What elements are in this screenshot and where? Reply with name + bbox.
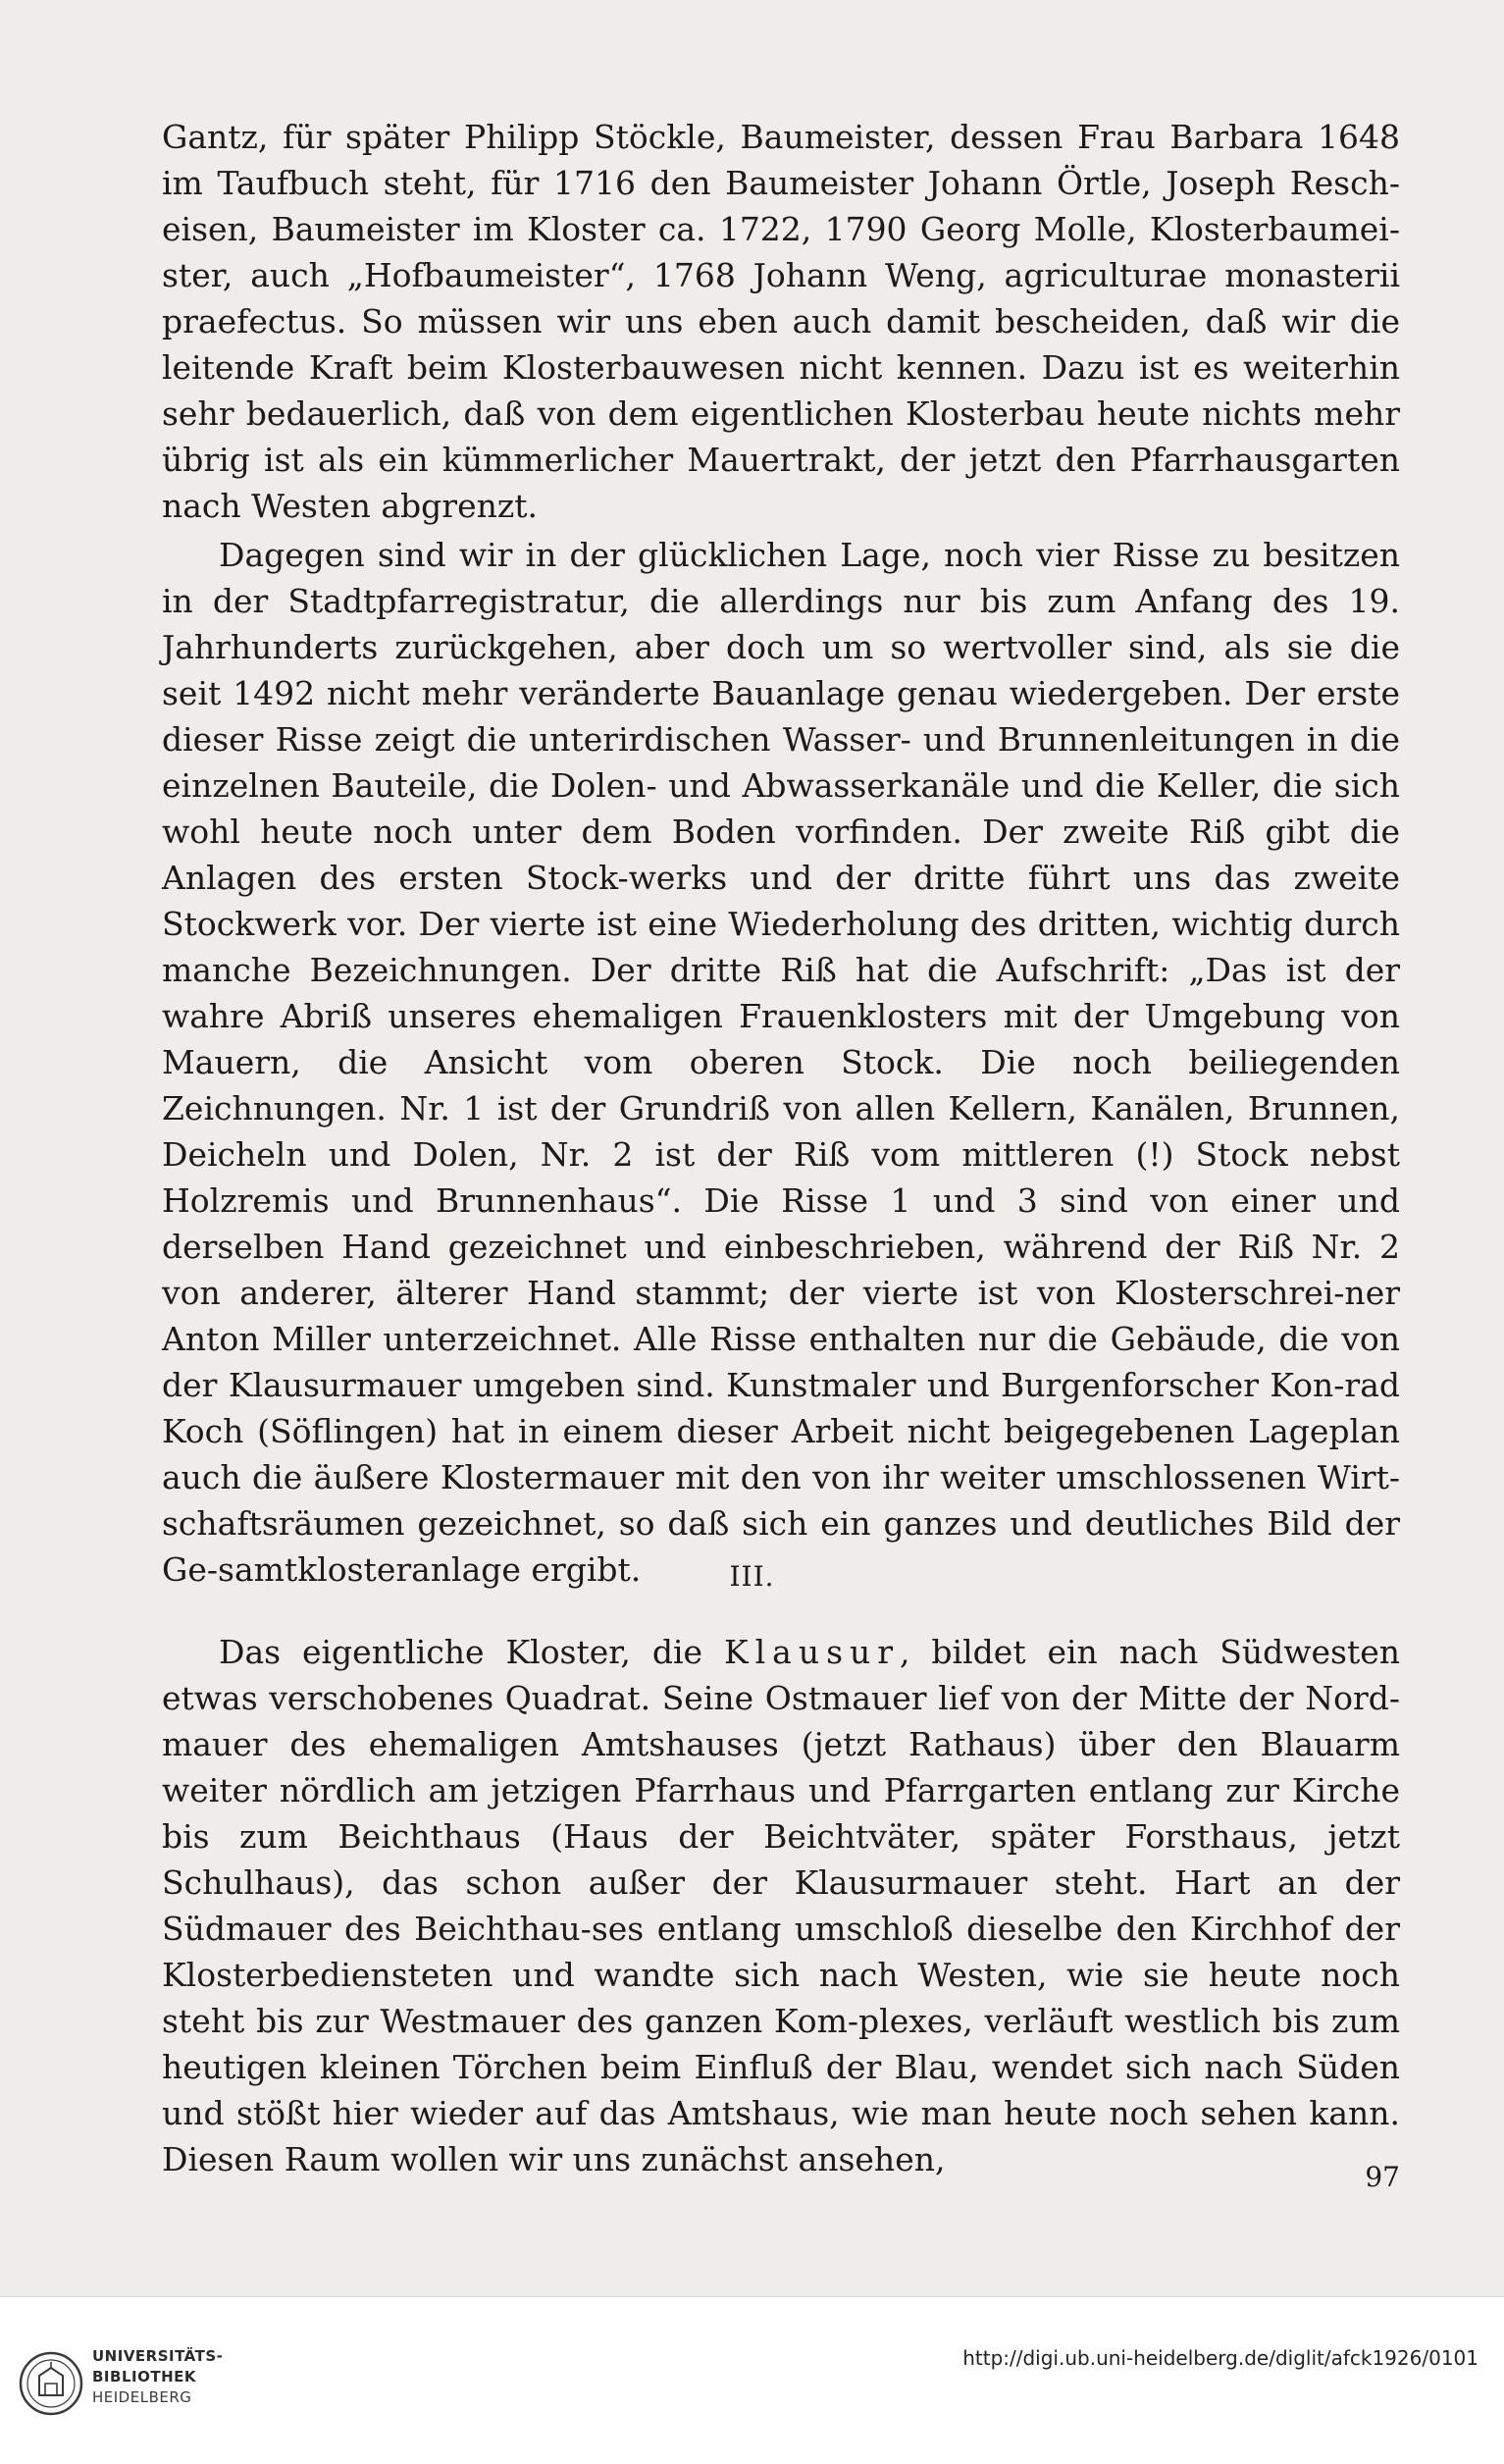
text-column-top (162, 114, 1400, 529)
footer-bar (0, 2296, 1504, 2464)
page-number: 97 (1365, 2161, 1400, 2193)
library-name-line-3: HEIDELBERG (92, 2388, 192, 2406)
paragraph-3-start: Das eigentliche Kloster, die (219, 1633, 703, 1671)
library-name-line-1: UNIVERSITÄTS- (92, 2347, 224, 2365)
paragraph-3-spaced-word: Klausur (723, 1633, 901, 1671)
paragraph-3 (162, 1629, 1400, 2182)
text-column-middle (162, 532, 1400, 1593)
text-column-bottom (162, 1629, 1400, 2182)
paragraph-2: Dagegen sind wir in der glücklichen Lage, noch vier Risse zu besitzen in der Stadtpfarregistratur, die allerdings nur bis zum Anfang des 19. Jahrhunderts zurückgehen, aber doch um so wertvoller sind, als sie die seit 1492 nicht mehr veränderte Bauanlage genau wiedergeben. Der erste dieser Risse zeigt die unterirdischen Wasser- und Brunnenleitungen in die einzelnen Bauteile, die Dolen- und Abwasserkanäle und die Keller, die sich wohl heute noch unter dem Boden vorfinden. Der zweite Riß gibt die Anlagen des ersten Stock-werks und der dritte führt uns das zweite Stockwerk vor. Der vierte ist eine Wiederholung des dritten, wichtig durch manche Bezeichnungen. Der dritte Riß hat die Aufschrift: „Das ist der wahre Abriß unseres ehemaligen Frauenklosters mit der Umgebung von Mauern, die Ansicht vom oberen Stock. Die noch beiliegenden Zeichnungen. Nr. 1 ist der Grundriß von allen Kellern, Kanälen, Brunnen, Deicheln und Dolen, Nr. 2 ist der Riß vom mittleren (!) Stock nebst Holzremis und Brunnenhaus“. Die Risse 1 und 3 sind von einer und derselben Hand gezeichnet und einbeschrieben, während der Riß Nr. 2 von anderer, älterer Hand stammt; der vierte ist von Klosterschrei-ner Anton Miller unterzeichnet. Alle Risse enthalten nur die Gebäude, die von der Klausurmauer umgeben sind. Kunstmaler und Burgenforscher Kon-rad Koch (Söflingen) hat in einem dieser Arbeit nicht beigegebenen Lageplan auch die äußere Klostermauer mit den von ihr weiter umschlossenen Wirt-schaftsräumen gezeichnet, so daß sich ein ganzes und deutliches Bild der Ge-samtklosteranlage ergibt. (162, 536, 1400, 1589)
source-url-link[interactable]: http://digi.ub.uni-heidelberg.de/diglit/afck1926/0101 (962, 2346, 1478, 2370)
library-logo[interactable] (18, 2344, 224, 2438)
section-heading: III. (729, 1560, 775, 1593)
university-seal-icon (18, 2350, 84, 2417)
library-name (92, 2346, 223, 2408)
paragraph-1: Gantz, für später Philipp Stöckle, Baumeister, dessen Frau Barbara 1648 im Taufbuch steht, für 1716 den Baumeister Johann Örtle, Joseph Resch-eisen, Baumeister im Kloster ca. 1722, 1790 Georg Molle, Klosterbaumei-ster, auch „Hofbaumeister“, 1768 Johann Weng, agriculturae monasterii praefectus. So müssen wir uns eben auch damit bescheiden, daß wir die leitende Kraft beim Klosterbauwesen nicht kennen. Dazu ist es weiterhin sehr bedauerlich, daß von dem eigentlichen Klosterbau heute nichts mehr übrig ist als ein kümmerlicher Mauertrakt, der jetzt den Pfarrhausgarten nach Westen abgrenzt. (162, 118, 1400, 525)
paragraph-3-rest: , bildet ein nach Südwesten etwas verschobenes Quadrat. Seine Ostmauer lief von der Mitte der Nord-mauer des ehemaligen Amtshauses (jetzt Rathaus) über den Blauarm weiter nördlich am jetzigen Pfarrhaus und Pfarrgarten entlang zur Kirche bis zum Beichthaus (Haus der Beichtväter, später Forsthaus, jetzt Schulhaus), das schon außer der Klausurmauer steht. Hart an der Südmauer des Beichthau-ses entlang umschloß dieselbe den Kirchhof der Klosterbediensteten und wandte sich nach Westen, wie sie heute noch steht bis zur Westmauer des ganzen Kom-plexes, verläuft westlich bis zum heutigen kleinen Törchen beim Einfluß der Blau, wendet sich nach Süden und stößt hier wieder auf das Amtshaus, wie man heute noch sehen kann. Diesen Raum wollen wir uns zunächst ansehen, (162, 1633, 1401, 2178)
library-name-line-2: BIBLIOTHEK (92, 2368, 196, 2385)
